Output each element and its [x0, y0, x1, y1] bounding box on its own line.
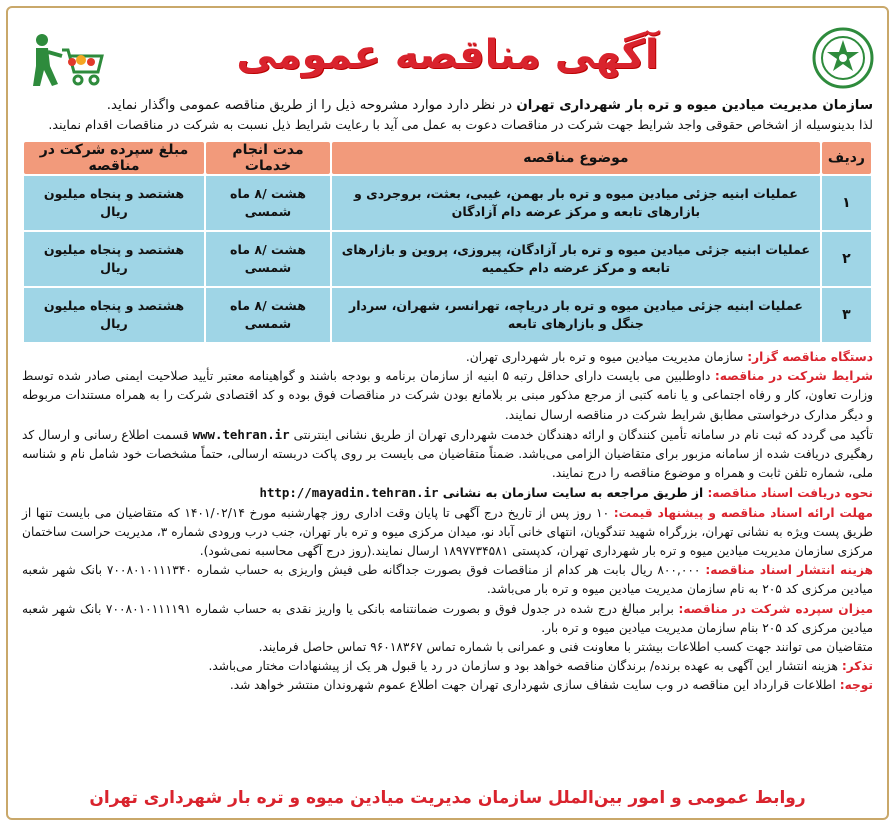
col-header-deposit: مبلغ سپرده شرکت در مناقصه — [24, 142, 204, 174]
documents-text: از طریق مراجعه به سایت سازمان به نشانی — [438, 486, 708, 501]
intro — [10, 96, 885, 134]
deadline-text: ۱۰ روز پس از تاریخ درج آگهی تا پایان وقت اداری روز چهارشنبه مورخ ۱۴۰۱/۰۲/۱۴ که متقاضیان می بایست تنها از طریق پست ویژه به نشانی تهران، بزرگراه شهید تندگویان، انتهای خانی آباد نو، میدان مرکزی میوه و تره بار تهران، جنب درب ورودی شماره ۳، مدیریت حراست ساختمان مرکزی سازمان مدیریت میادین میوه و تره بار شهرداری تهران، کدپستی ۱۸۹۷۷۳۴۵۸۱ ارسال نمایند.(روز درج آگهی محاسبه نمی‌شود). — [22, 505, 873, 559]
org-label: دستگاه مناقصه گزار: — [747, 350, 873, 364]
conditions-text: داوطلبین می بایست دارای حداقل رتبه ۵ ابنیه از سازمان برنامه و بودجه باشند و گواهینامه معتبر تأیید صلاحیت ایمنی صادر شده توسط وزارت تعاون، کار و رفاه اجتماعی و یا نامه کتبی از مرجع مذکور مبنی بر بلامانع بودن شرکت در مناقصات فوق بوده و کد اقتصادی شرکت را به همراه مستندات مربوطه و دیگر مدارک درخواستی مطابق شرایط شرکت در مناقصه ارسال نمایند. — [22, 369, 873, 422]
deadline-label: مهلت ارائه اسناد مناقصه و پیشنهاد قیمت: — [613, 505, 873, 520]
row-number: ۱ — [822, 176, 871, 230]
row-deposit: هشتصد و پنجاه میلیون ریال — [24, 176, 204, 230]
row-subject: عملیات ابنیه جزئی میادین میوه و تره بار آزادگان، پیروزی، پروین و بازارهای تابعه و مرکز عرضه دام حکیمیه — [332, 232, 820, 286]
col-header-subject: موضوع مناقصه — [332, 142, 820, 174]
page-title: آگهی مناقصه عمومی — [236, 32, 659, 78]
deadline-paragraph — [22, 504, 873, 562]
notice-body — [10, 348, 885, 696]
col-header-row: ردیف — [822, 142, 871, 174]
reminder-text: هزینه انتشار این آگهی به عهده برنده/ برندگان مناقصه خواهد بود و سازمان در رد یا قبول هر یک از پیشنهادات مختار می‌باشد. — [208, 659, 842, 674]
registration-paragraph — [22, 425, 873, 484]
mayadin-link[interactable]: http://mayadin.tehran.ir — [259, 485, 439, 501]
row-number: ۲ — [822, 232, 871, 286]
fee-text: ۸۰۰,۰۰۰ ریال بابت هر کدام از مناقصات فوق بصورت جداگانه طی فیش واریزی به حساب شماره ۷۰۰۸۰۱۰۱۱۱۳۴۰ بانک شهر شعبه میادین مرکزی کد ۲۰۵ به نام سازمان مدیریت میادین میوه و تره بار می‌باشد. — [22, 563, 873, 597]
reminder-paragraph — [22, 657, 873, 676]
table-header-row — [24, 142, 871, 174]
intro-org: سازمان مدیریت میادین میوه و تره بار شهرداری تهران — [516, 98, 873, 113]
conditions-paragraph — [22, 367, 873, 425]
tehran-link[interactable]: www.tehran.ir — [192, 426, 290, 442]
tender-table — [22, 140, 873, 344]
shopping-cart-person-icon — [28, 32, 104, 90]
intro-text: در نظر دارد موارد مشروحه ذیل را از طریق مناقصه عمومی واگذار نماید. — [106, 98, 517, 113]
fee-paragraph — [22, 561, 873, 599]
deposit-paragraph — [22, 600, 873, 638]
deposit-label: میزان سپرده شرکت در مناقصه: — [678, 601, 873, 616]
documents-paragraph — [22, 483, 873, 503]
documents-label: نحوه دریافت اسناد مناقصه: — [707, 486, 873, 501]
deposit-text: برابر مبالغ درج شده در جدول فوق و بصورت ضمانتنامه بانکی یا واریز نقدی به حساب شماره ۷۰۰۸۰۱۰۱۱۱۱۹۱ بانک شهر شعبه میادین مرکزی کد ۲۰۵ بنام سازمان مدیریت میادین میوه و تره بار. — [22, 601, 873, 635]
intro-line-1 — [22, 96, 873, 115]
header — [10, 6, 885, 96]
table-row — [24, 288, 871, 342]
conditions-label: شرایط شرکت در مناقصه: — [714, 369, 873, 384]
row-deposit: هشتصد و پنجاه میلیون ریال — [24, 232, 204, 286]
table-row — [24, 232, 871, 286]
reminder-label: تذکر: — [841, 659, 873, 674]
row-subject: عملیات ابنیه جزئی میادین میوه و تره بار بهمن، غیبی، بعثت، بروجردی و بازارهای تابعه و مرکز عرضه دام آزادگان — [332, 176, 820, 230]
row-duration: هشت /۸ ماه شمسی — [206, 288, 330, 342]
fee-label: هزینه انتشار اسناد مناقصه: — [705, 563, 874, 578]
row-duration: هشت /۸ ماه شمسی — [206, 176, 330, 230]
registration-text-1: تأکید می گردد که ثبت نام در سامانه تأمین کنندگان و ارائه دهندگان خدمت شهرداری تهران از طریق نشانی اینترنتی — [289, 427, 873, 442]
row-deposit: هشتصد و پنجاه میلیون ریال — [24, 288, 204, 342]
registration-text-2: قسمت اطلاع رسانی و ارسال کد رهگیری دریافت شده از سامانه مزبور برای متقاضیان الزامی می‌باشد. ضمناً متقاضیان می بایست بر روی پاکت دربسته ارسالی، حتماً مشخصات خود شامل نام و شناسه ملی، شماره تلفن ثابت و همراه و موضوع مناقصه را درج نمایند. — [22, 427, 873, 481]
row-duration: هشت /۸ ماه شمسی — [206, 232, 330, 286]
attention-label: توجه: — [839, 678, 873, 693]
row-number: ۳ — [822, 288, 871, 342]
org-paragraph — [22, 348, 873, 367]
row-subject: عملیات ابنیه جزئی میادین میوه و تره بار دریاچه، تهرانسر، شهران، سردار جنگل و بازارهای تابعه — [332, 288, 820, 342]
col-header-duration: مدت انجام خدمات — [206, 142, 330, 174]
contact-paragraph: متقاضیان می توانند جهت کسب اطلاعات بیشتر با معاونت فنی و عمرانی با شماره تماس ۹۶۰۱۸۳۶۷ تماس حاصل فرمایند. — [258, 640, 873, 655]
footer-signature: روابط عمومی و امور بین‌الملل سازمان مدیریت میادین میوه و تره بار شهرداری تهران — [89, 788, 806, 808]
attention-text: اطلاعات قرارداد این مناقصه در وب سایت شفاف سازی شهرداری تهران جهت اطلاع عموم شهروندان منتشر خواهد شد. — [229, 678, 840, 693]
intro-line-2: لذا بدینوسیله از اشخاص حقوقی واجد شرایط جهت شرکت در مناقصات دعوت به عمل می آید با رعایت شرایط ذیل نسبت به شرکت در مناقصات اقدام نمایند. — [48, 117, 873, 132]
org-text: سازمان مدیریت میادین میوه و تره بار شهرداری تهران. — [465, 350, 748, 364]
attention-paragraph — [22, 676, 873, 695]
table-row — [24, 176, 871, 230]
